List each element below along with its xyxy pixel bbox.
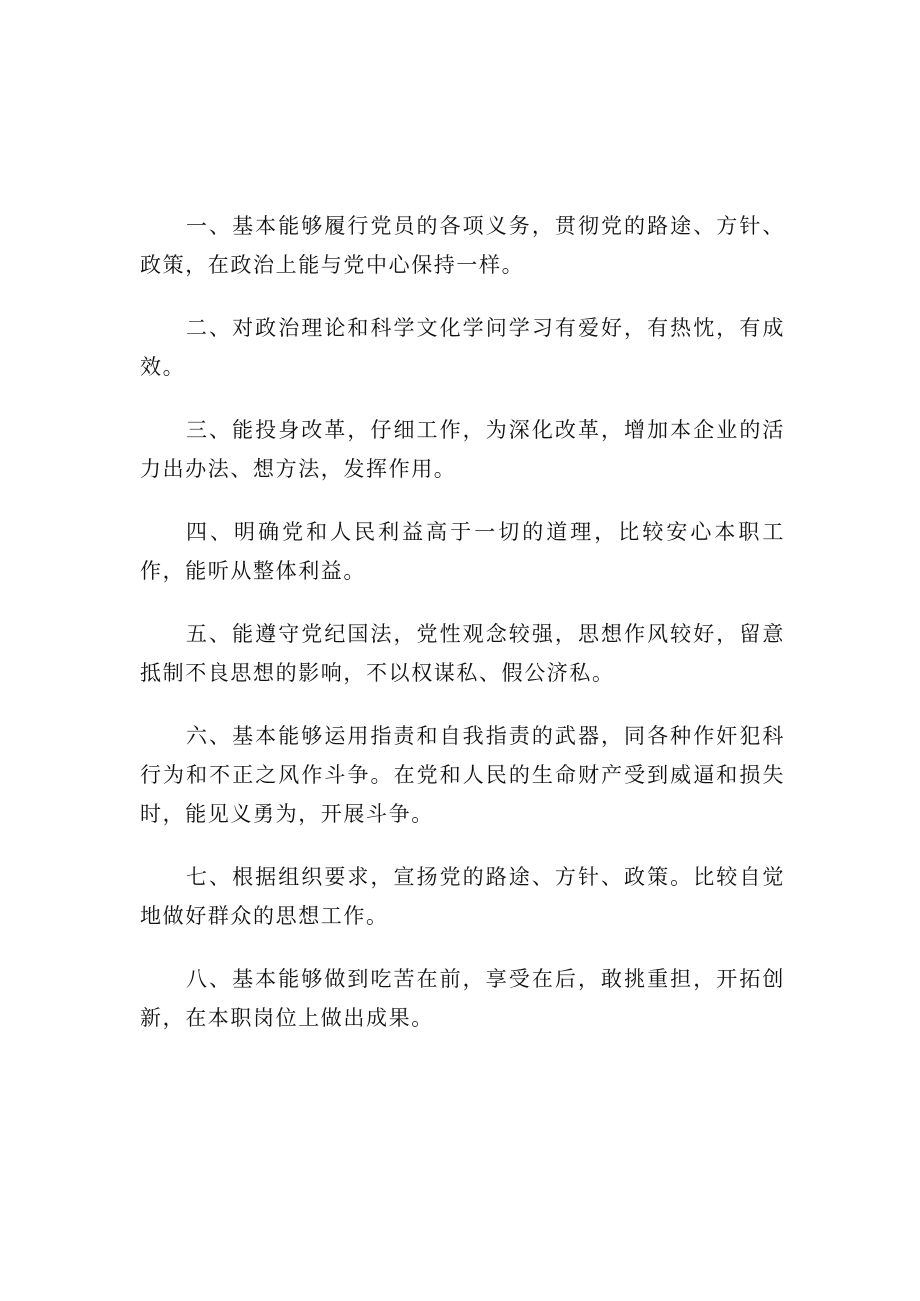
paragraph-8: 八、基本能够做到吃苦在前，享受在后，敢挑重担，开拓创新，在本职岗位上做出成果。 (140, 967, 785, 1030)
paragraph-2: 二、对政治理论和科学文化学问学习有爱好，有热忱，有成效。 (140, 316, 785, 379)
paragraph-7: 七、根据组织要求，宣扬党的路途、方针、政策。比较自觉地做好群众的思想工作。 (140, 865, 785, 928)
paragraph-6: 六、基本能够运用指责和自我指责的武器，同各种作奸犯科行为和不正之风作斗争。在党和人民的生命财产受到威逼和损失时，能见义勇为，开展斗争。 (140, 724, 785, 826)
document-body (140, 207, 785, 1062)
paragraph-4: 四、明确党和人民利益高于一切的道理，比较安心本职工作，能听从整体利益。 (140, 520, 785, 583)
paragraph-5: 五、能遵守党纪国法，党性观念较强，思想作风较好，留意抵制不良思想的影响，不以权谋私、假公济私。 (140, 622, 785, 685)
paragraph-3: 三、能投身改革，仔细工作，为深化改革，增加本企业的活力出办法、想方法，发挥作用。 (140, 418, 785, 481)
paragraph-1: 一、基本能够履行党员的各项义务，贯彻党的路途、方针、政策，在政治上能与党中心保持一样。 (140, 214, 785, 277)
